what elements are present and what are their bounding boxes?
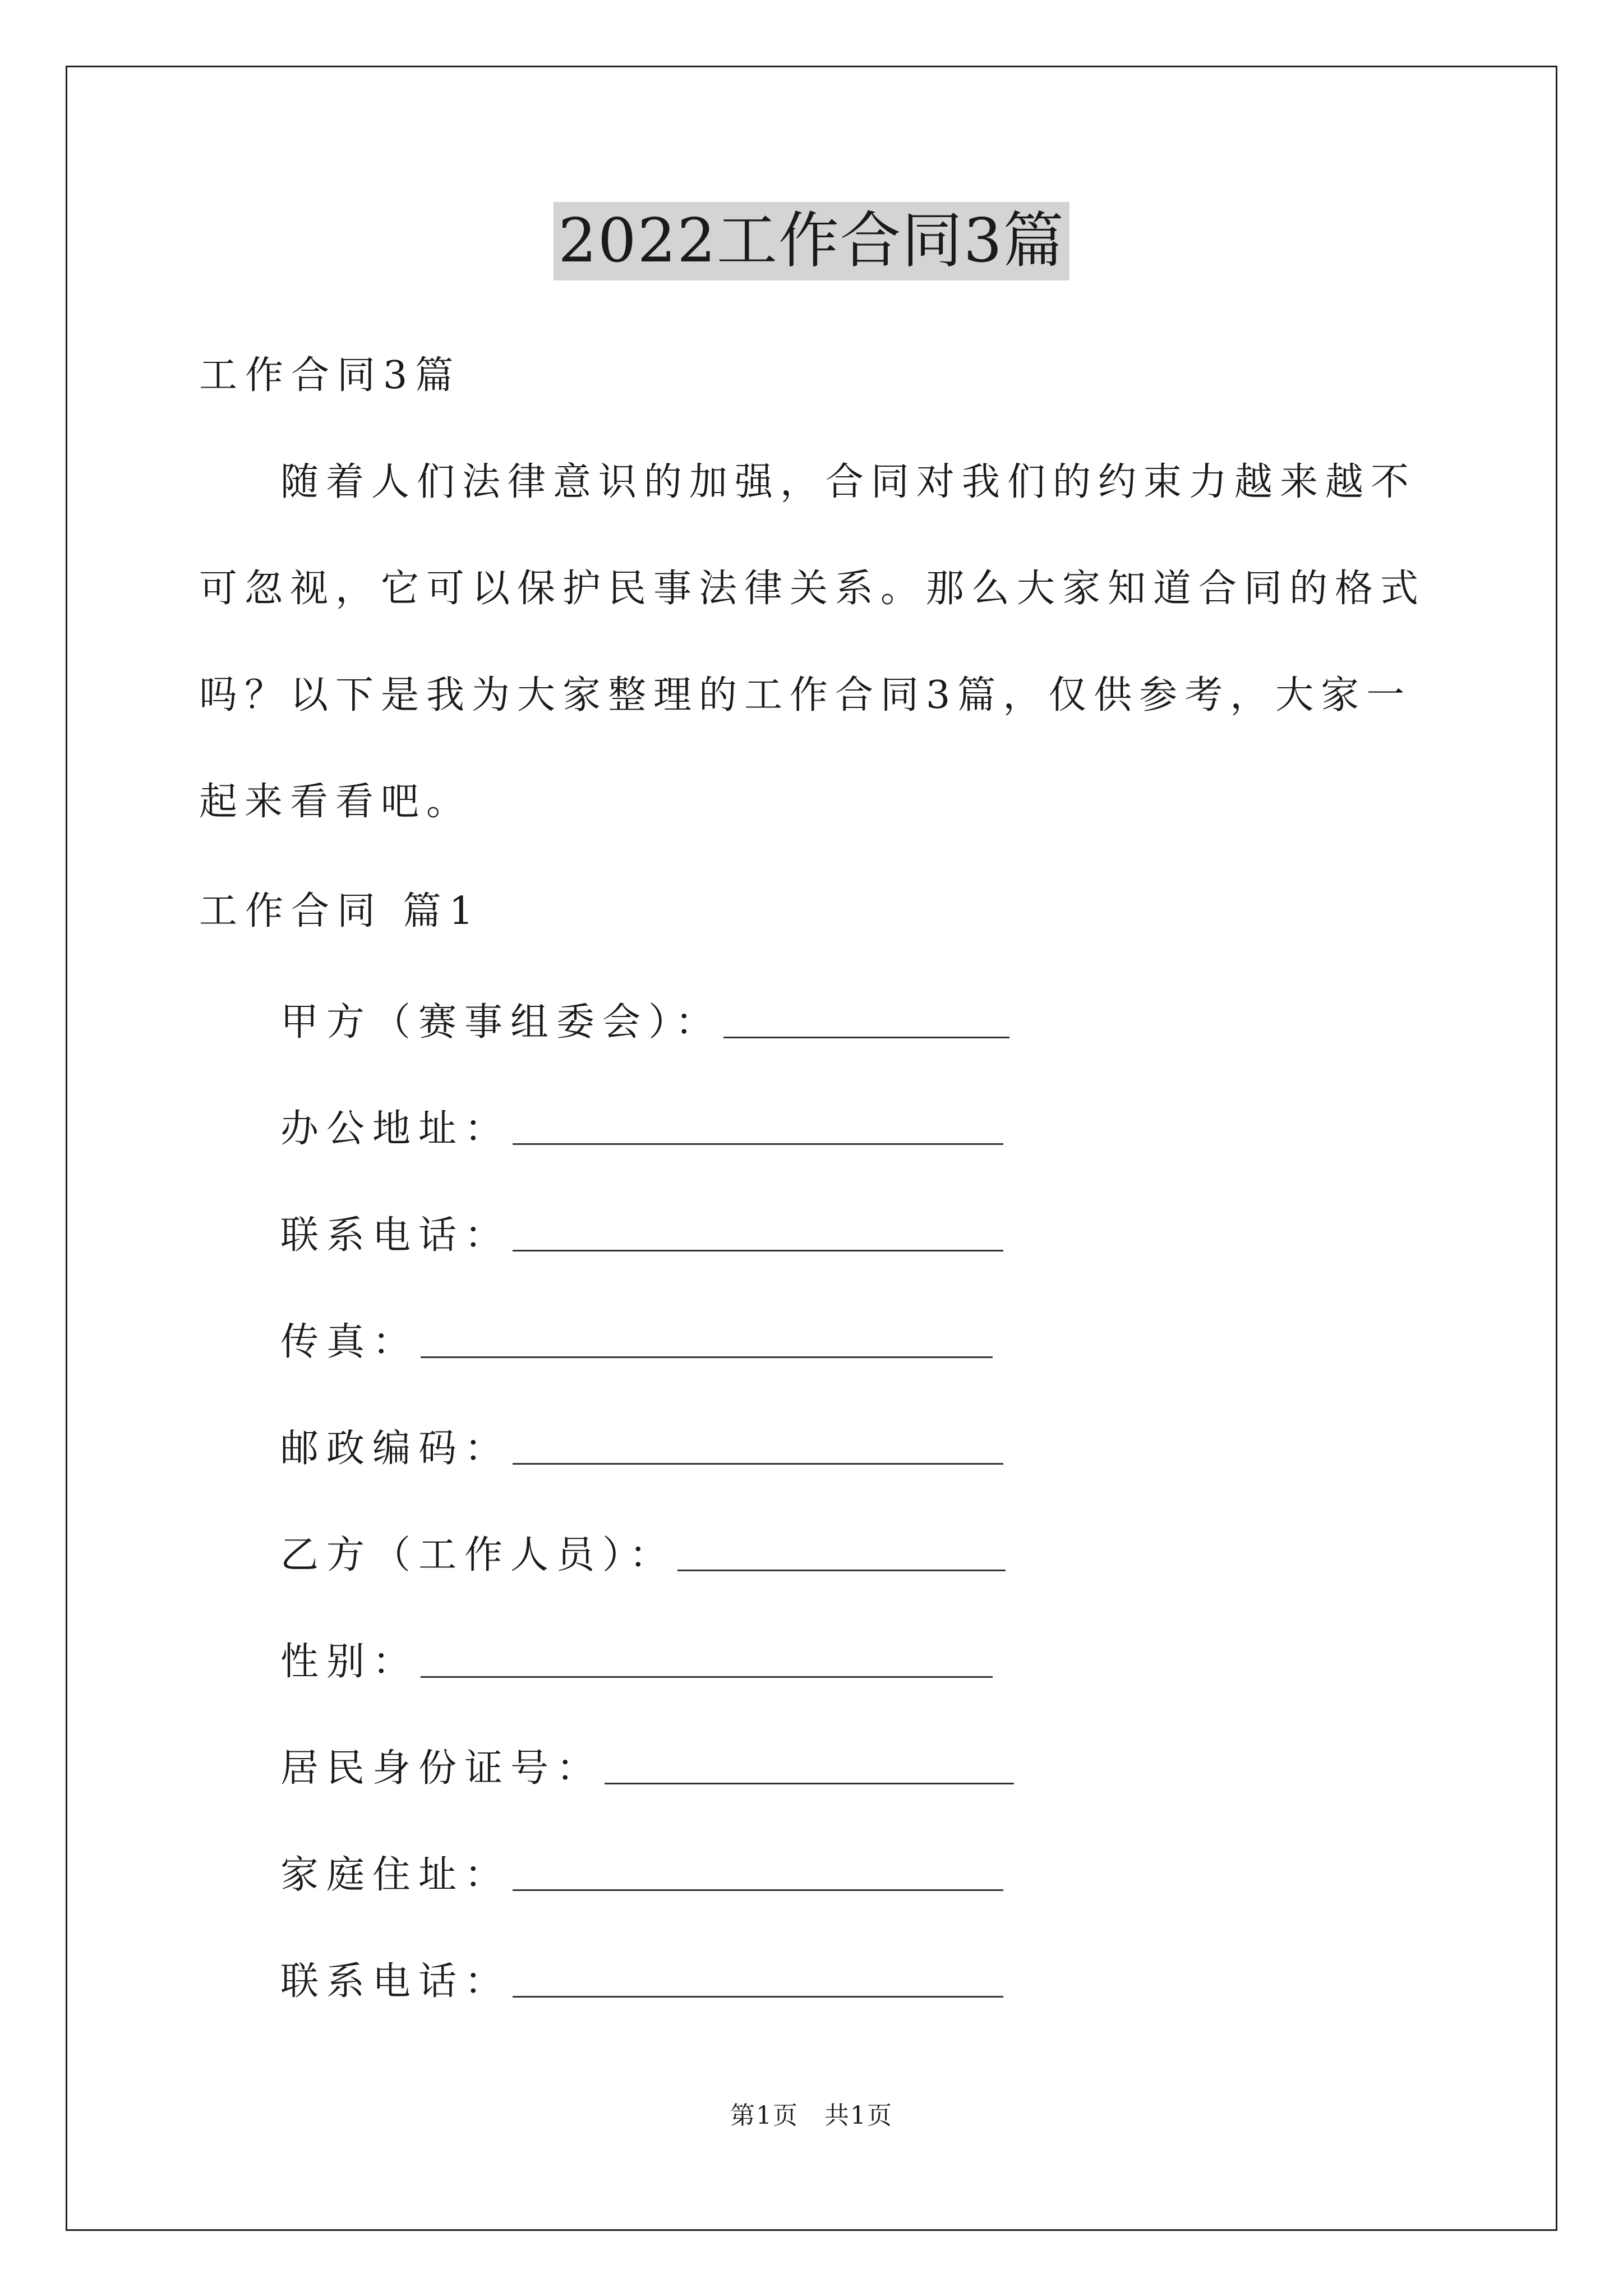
fill-blank[interactable] [723,1003,1009,1038]
fill-blank[interactable] [513,1962,1003,1998]
form-field-party-b [280,1523,1006,1579]
fill-blank[interactable] [421,1642,993,1678]
document-title: 2022工作合同3篇 [554,202,1069,280]
field-label: 甲方（赛事组委会）： [280,1000,722,1045]
field-label: 联系电话： [280,1959,511,2004]
form-field-phone-a [280,1203,1003,1259]
fill-blank[interactable] [421,1323,993,1358]
fill-blank[interactable] [605,1749,1014,1784]
field-label: 乙方（工作人员）： [280,1533,676,1577]
form-field-office-address [280,1097,1003,1153]
form-field-home-address [280,1843,1003,1899]
field-label: 性别： [280,1640,419,1684]
subtitle: 工作合同3篇 [199,353,462,398]
form-field-phone-b [280,1949,1003,2005]
fill-blank[interactable] [513,1216,1003,1251]
form-field-postcode [280,1416,1003,1473]
section-heading: 工作合同 篇1 [199,889,481,933]
field-label: 办公地址： [280,1107,511,1151]
page-footer: 第1页 共1页 [730,2101,893,2130]
form-field-fax [280,1310,993,1366]
fill-blank[interactable] [513,1110,1003,1145]
document-title-block [0,202,1623,280]
intro-paragraph: 随着人们法律意识的加强，合同对我们的约束力越来越不可忽视，它可以保护民事法律关系。那么大家知道合同的格式吗？以下是我为大家整理的工作合同3篇，仅供参考，大家一起来看看吧。 [199,460,1426,824]
field-label: 家庭住址： [280,1853,511,1897]
field-label: 联系电话： [280,1213,511,1258]
field-label: 邮政编码： [280,1427,511,1471]
fill-blank[interactable] [513,1856,1003,1891]
fill-blank[interactable] [513,1429,1003,1465]
form-field-party-a [280,990,1009,1046]
fill-blank[interactable] [677,1536,1006,1571]
form-field-gender [280,1630,993,1686]
field-label: 居民身份证号： [280,1746,603,1791]
field-label: 传真： [280,1320,419,1364]
form-field-id-number [280,1736,1014,1792]
